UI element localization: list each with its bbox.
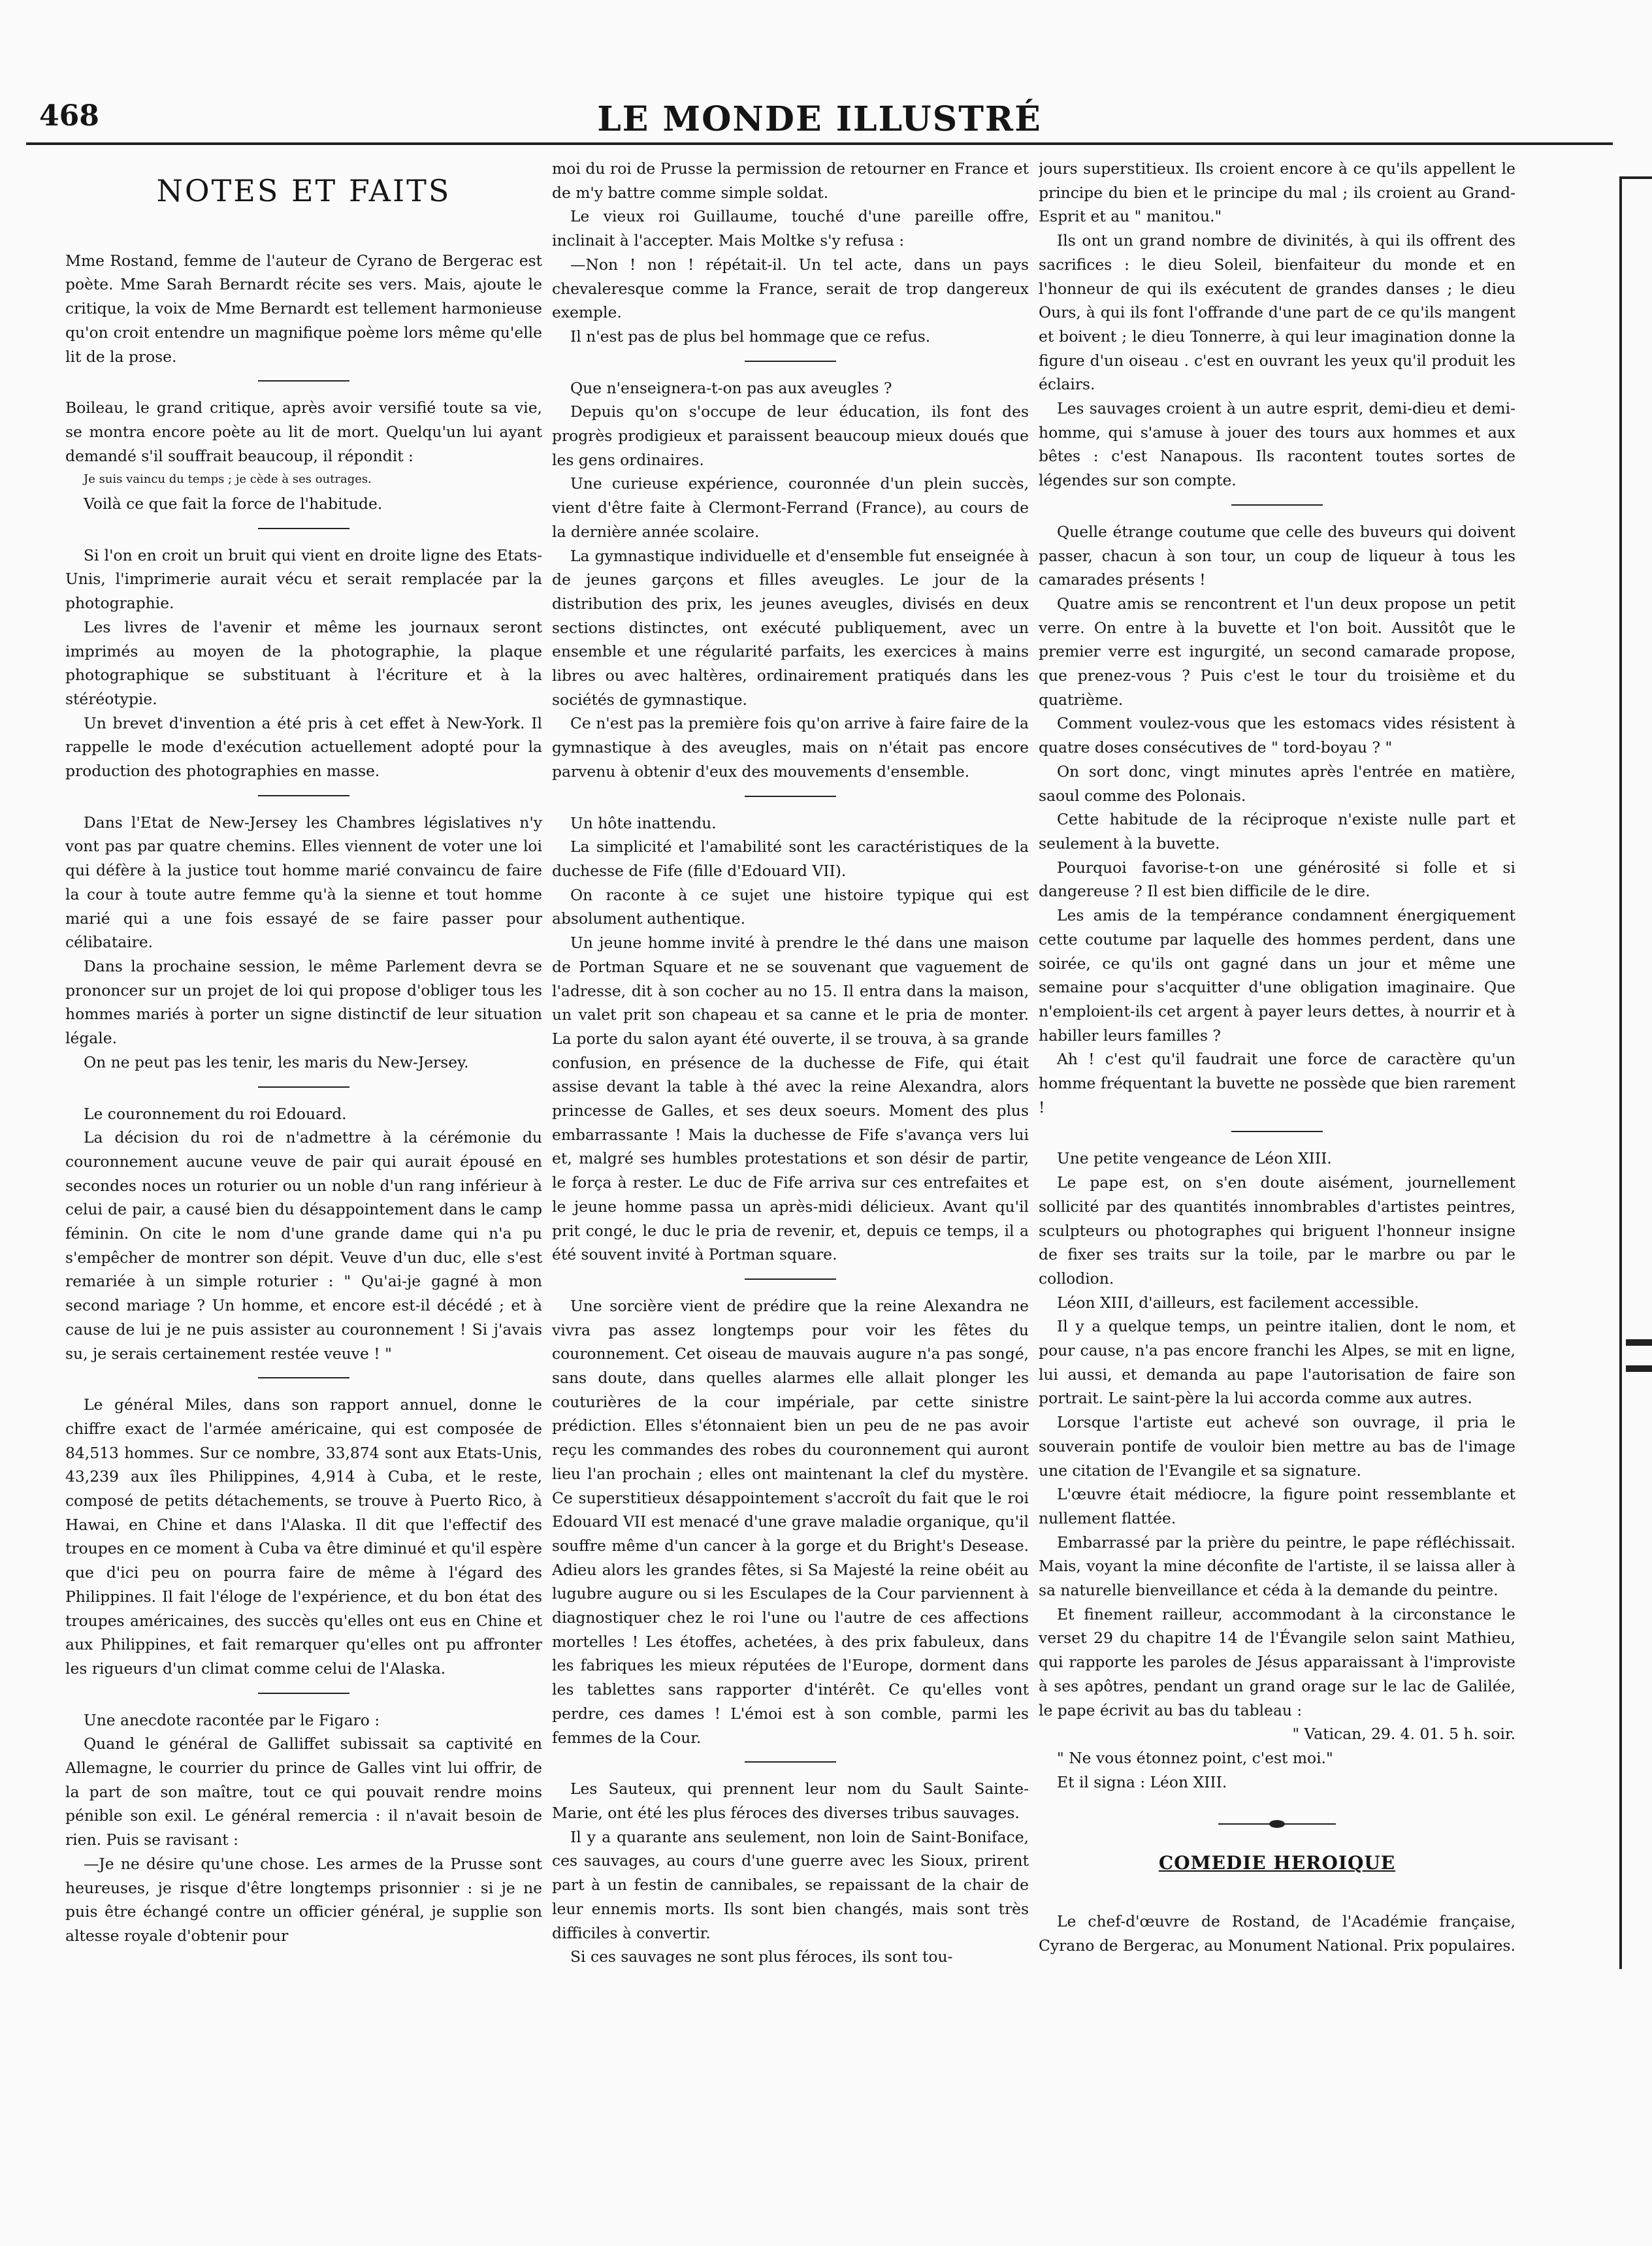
paragraph: Il y a quelque temps, un peintre italien, dont le nom, et pour cause, n'a pas encore franchi les Alpes, se mit en ligne, lui aussi, et demanda au pape l'autorisation de faire son portrait. Le saint-père la lui accorda comme aux autres. [1039, 1317, 1515, 1408]
separator-rule [745, 361, 836, 362]
separator-rule [258, 528, 349, 529]
paragraph: Dans la prochaine session, le même Parlement devra se prononcer sur un projet de loi qui propose d'obliger tous les hommes mariés à porter un signe distinctif de leur situation légale. [65, 956, 542, 1048]
paragraph: Ah ! c'est qu'il faudrait une force de caractère qu'un homme fréquentant la buvette ne possède que bien rarement ! [1039, 1050, 1515, 1116]
paragraph: Le pape est, on s'en doute aisément, journellement sollicité par des quantités innombrables d'artistes peintres, sculpteurs ou photographes qui briguent l'honneur insigne de fixer ses traits sur la toile, par le marbre ou par le collodion. [1039, 1173, 1515, 1288]
paragraph: Les Sauteux, qui prennent leur nom du Sault Sainte-Marie, ont été les plus féroces des diverses tribus sauvages. [552, 1780, 1029, 1822]
quote-line: " Vatican, 29. 4. 01. 5 h. soir. [1292, 1725, 1515, 1744]
ornament-divider [1218, 1820, 1336, 1828]
paragraph: La simplicité et l'amabilité sont les caractéristiques de la duchesse de Fife (fille d'Edouard VII). [552, 838, 1029, 880]
paragraph: Les livres de l'avenir et même les journaux seront imprimés au moyen de la photographie, la plaque photographique se substituant à l'écriture et à la stéréotypie. [65, 617, 542, 708]
adjacent-page-bar [1626, 1339, 1652, 1346]
paragraph: On raconte à ce sujet une histoire typique qui est absolument authentique. [552, 885, 1029, 928]
paragraph: Quand le général de Galliffet subissait sa captivité en Allemagne, le courrier du prince de Galles vint lui offrir, de la part de son maître, tout ce qui pouvait rendre moins pénible son exil. Le général remercia : il n'avait besoin de rien. Puis se ravisant : [65, 1734, 542, 1849]
verse-quote: Je suis vaincu du temps ; je cède à ses outrages. [84, 472, 372, 487]
quote-line: " Ne vous étonnez point, c'est moi." [1057, 1749, 1333, 1767]
paragraph: jours superstitieux. Ils croient encore à ce qu'ils appellent le principe du bien et le principe du mal ; ils croient au Grand-Esprit et au " manitou." [1039, 159, 1515, 226]
paragraph: Si ces sauvages ne sont plus féroces, ils sont tou- [570, 1947, 953, 1966]
paragraph: On ne peut pas les tenir, les maris du New-Jersey. [84, 1052, 469, 1071]
paragraph: Ce n'est pas la première fois qu'on arrive à faire faire de la gymnastique à des aveugles, mais on n'était pas encore parvenu à obtenir d'eux des mouvements d'ensemble. [552, 714, 1029, 781]
section-title: NOTES ET FAITS [156, 173, 451, 208]
paragraph: Une curieuse expérience, couronnée d'un plein succès, vient d'être faite à Clermont-Ferrand (France), au cours de la dernière année scolaire. [552, 474, 1029, 541]
separator-rule [745, 1278, 836, 1280]
column-2 [552, 157, 1029, 2207]
paragraph-heading: Que n'enseignera-t-on pas aux aveugles ? [570, 378, 892, 397]
separator-rule [258, 1086, 349, 1088]
separator-rule [1231, 1131, 1323, 1132]
separator-rule [745, 1761, 836, 1763]
paragraph: Le général Miles, dans son rapport annuel, donne le chiffre exact de l'armée américaine, qui est composée de 84,513 hommes. Sur ce nombre, 33,874 sont aux Etats-Unis, 43,239 aux îles Philippines, 4,914 à Cuba, et le reste, composé de petits détachements, se trouve à Puerto Rico, à Hawai, en Chine et dans l'Alaska. Il dit que l'effectif des troupes en ce moment à Cuba va être diminué et qu'il espère que d'ici peu on pourra faire de même à l'égard des Philippines. Il fait l'éloge de l'expérience, et du bon état des troupes américaines, des succès qu'elles ont eus en Chine et aux Philippines, et fait remarquer qu'elles ont pu affronter les rigueurs d'un climat comme celui de l'Alaska. [65, 1395, 542, 1678]
paragraph: Les sauvages croient à un autre esprit, demi-dieu et demi-homme, qui s'amuse à jouer des tours aux hommes et aux bêtes : c'est Nanapous. Ils racontent toutes sortes de légendes sur son compte. [1039, 399, 1515, 490]
paragraph: —Non ! non ! répétait-il. Un tel acte, dans un pays chevaleresque comme la France, serait de trop dangereux exemple. [552, 255, 1029, 322]
paragraph: Et finement railleur, accommodant à la circonstance le verset 29 du chapitre 14 de l'Évangile selon saint Mathieu, qui rapporte les paroles de Jésus apparaissant à l'improviste à ses apôtres, pendant un grand orage sur le lac de Galilée, le pape écrivit au bas du tableau : [1039, 1604, 1515, 1719]
separator-rule [258, 1377, 349, 1378]
paragraph: La décision du roi de n'admettre à la cérémonie du couronnement aucune veuve de pair qui aurait épousé en secondes noces un roturier ou un noble d'un rang inférieur à celui de pair, a causé bien du désappointement dans le camp féminin. On cite le nom d'une grande dame qui n'a pu s'empêcher de montrer son dépit. Veuve d'un duc, elle s'est remariée à un simple roturier : " Qu'ai-je gagné à mon second mariage ? Un homme, et encore est-il décédé ; et à cause de lui je ne puis assister au couronnement ! Si j'avais su, je serais certainement restée veuve ! " [65, 1128, 542, 1363]
separator-rule [1231, 504, 1323, 506]
page-header [26, 99, 1613, 145]
paragraph: Si l'on en croit un bruit qui vient en droite ligne des Etats-Unis, l'imprimerie aurait vécu et serait remplacée par la photographie. [65, 545, 542, 613]
adjacent-page-bar [1626, 1365, 1652, 1372]
paragraph-heading: Une anecdote racontée par le Figaro : [84, 1710, 380, 1729]
paragraph: Léon XIII, d'ailleurs, est facilement accessible. [1057, 1293, 1419, 1312]
paragraph: On sort donc, vingt minutes après l'entrée en matière, saoul comme des Polonais. [1039, 762, 1515, 805]
paragraph: —Je ne désire qu'une chose. Les armes de la Prusse sont heureuses, je risque d'être longtemps prisonnier : si je ne puis être échangé contre un officier général, je supplie son altesse royale d'obtenir pour [65, 1854, 542, 1945]
paragraph: Il n'est pas de plus bel hommage que ce refus. [570, 327, 931, 346]
paragraph: Lorsque l'artiste eut achevé son ouvrage, il pria le souverain pontife de vouloir bien mettre au bas de l'image une citation de l'Evangile et sa signature. [1039, 1413, 1515, 1480]
paragraph: Cette habitude de la réciproque n'existe nulle part et seulement à la buvette. [1039, 810, 1515, 853]
signature-line: Et il signa : Léon XIII. [1057, 1772, 1227, 1791]
paragraph: Embarrassé par la prière du peintre, le pape réfléchissait. Mais, voyant la mine déconfite de l'artiste, il se laissa aller à sa naturelle bienveillance et céda à la demande du peintre. [1039, 1533, 1515, 1600]
paragraph: Quelle étrange coutume que celle des buveurs qui doivent passer, chacun à son tour, un coup de liqueur à tous les camarades présents ! [1039, 522, 1515, 589]
paragraph: Voilà ce que fait la force de l'habitude. [84, 495, 383, 513]
paragraph: Mme Rostand, femme de l'auteur de Cyrano de Bergerac est poète. Mme Sarah Bernardt récite ses vers. Mais, ajoute le critique, la voix de Mme Bernardt est tellement harmonieuse qu'on croit entendre un magnifique poème lors même qu'elle lit de la prose. [65, 251, 542, 366]
separator-rule [745, 796, 836, 797]
paragraph-heading: Une petite vengeance de Léon XIII. [1057, 1149, 1332, 1168]
column-3 [1039, 157, 1515, 2207]
adjacent-page-edge [1619, 176, 1652, 1969]
comedie-heading: COMEDIE HEROIQUE [1158, 1852, 1396, 1874]
paragraph: L'œuvre était médiocre, la figure point ressemblante et nullement flattée. [1039, 1485, 1515, 1527]
paragraph: Dans l'Etat de New-Jersey les Chambres législatives n'y vont pas par quatre chemins. Elles viennent de voter une loi qui défère à la justice tout homme marié convaincu de faire la cour à toute autre femme qu'à la sienne et tout homme marié qui a une fois essayé de se faire passer pour célibataire. [65, 813, 542, 952]
paragraph: Le vieux roi Guillaume, touché d'une pareille offre, inclinait à l'accepter. Mais Moltke s'y refusa : [552, 207, 1029, 250]
paragraph: Un brevet d'invention a été pris à cet effet à New-York. Il rappelle le mode d'exécution actuellement adopté pour la production des photographies en masse. [65, 713, 542, 781]
paragraph: moi du roi de Prusse la permission de retourner en France et de m'y battre comme simple soldat. [552, 159, 1029, 202]
paragraph: Pourquoi favorise-t-on une générosité si folle et si dangereuse ? Il est bien difficile de le dire. [1039, 858, 1515, 901]
header-rule [26, 142, 1613, 145]
paragraph: Ils ont un grand nombre de divinités, à qui ils offrent des sacrifices : le dieu Soleil, bienfaiteur du monde et en l'honneur de qui ils exécutent de grandes danses ; le dieu Ours, à qui ils font l'offrande d'une part de ce qu'ils mangent et boivent ; le dieu Tonnerre, à qui leur imagination donne la figure d'un oiseau . c'est en ouvrant les yeux qu'il produit les éclairs. [1039, 231, 1515, 394]
paragraph: Il y a quarante ans seulement, non loin de Saint-Boniface, ces sauvages, au cours d'une guerre avec les Sioux, prirent part à un festin de cannibales, se repaissant de la chair de leur ennemis morts. Ils sont bien changés, mais sont très difficiles à convertir. [552, 1827, 1029, 1942]
page-number: 468 [39, 99, 99, 133]
paragraph-heading: Le couronnement du roi Edouard. [84, 1104, 347, 1123]
separator-rule [258, 380, 349, 382]
separator-rule [258, 795, 349, 796]
paragraph: Les amis de la tempérance condamnent énergiquement cette coutume par laquelle des hommes perdent, dans une soirée, ce qu'ils ont gagné dans un jour et même une semaine pour s'acquitter d'une obligation imaginaire. Que n'emploient-ils cet argent à payer leurs dettes, à nourrir et à habiller leurs familles ? [1039, 906, 1515, 1045]
paragraph: La gymnastique individuelle et d'ensemble fut enseignée à de jeunes garçons et filles aveugles. Le jour de la distribution des prix, les jeunes aveugles, divisés en deux sections distinctes, ont exécuté publiquement, avec un ensemble et une régularité parfaits, les exercices à mains libres ou avec haltères, ordinairement pratiqués dans les sociétés de gymnastique. [552, 546, 1029, 709]
paragraph: Le chef-d'œuvre de Rostand, de l'Académie française, Cyrano de Bergerac, au Monument National. Prix populaires. [1039, 1912, 1515, 1955]
paragraph: Quatre amis se rencontrent et l'un deux propose un petit verre. On entre à la buvette et l'on boit. Aussitôt que le premier verre est ingurgité, un second camarade propose, que prenez-vous ? Puis c'est le tour du troisième et du quatrième. [1039, 594, 1515, 709]
paragraph: Comment voulez-vous que les estomacs vides résistent à quatre doses consécutives de " tord-boyau ? " [1039, 714, 1515, 757]
paragraph: Un jeune homme invité à prendre le thé dans une maison de Portman Square et ne se souvenant que vaguement de l'adresse, dit à son cocher au no 15. Il entra dans la maison, un valet prit son chapeau et sa canne et le pria de monter. La porte du salon ayant été ouverte, il se trouva, à sa grande confusion, en présence de la duchesse de Fife, qui était assise devant la table à thé avec la reine Alexandra, alors princesse de Galles, et ses deux soeurs. Moment des plus embarrassante ! Mais la duchesse de Fife s'avança vers lui et, malgré ses humbles protestations et son désir de partir, le força à rester. Le duc de Fife arriva sur ces entrefaites et le jeune homme passa un après-midi délicieux. Avant qu'il prit congé, le duc le pria de revenir, et, depuis ce temps, il a été souvent invité à Portman square. [552, 934, 1029, 1264]
column-1 [65, 157, 542, 2207]
paragraph: Depuis qu'on s'occupe de leur éducation, ils font des progrès prodigieux et paraissent beaucoup mieux doués que les gens ordinaires. [552, 402, 1029, 469]
paragraph-heading: Un hôte inattendu. [570, 813, 717, 832]
paragraph: Boileau, le grand critique, après avoir versifié toute sa vie, se montra encore poète au lit de mort. Quelqu'un lui ayant demandé s'il souffrait beaucoup, il répondit : [65, 399, 542, 465]
paragraph: Une sorcière vient de prédire que la reine Alexandra ne vivra pas assez longtemps pour voir les fêtes du couronnement. Cet oiseau de mauvais augure n'a pas songé, sans doute, dans quelles alarmes elle allait plonger les couturières de la cour impériale, par cette sinistre prédiction. Elles s'étonnaient bien un peu de ne pas avoir reçu les commandes des robes du couronnement qui auront lieu l'an prochain ; elles ont maintenant la clef du mystère. Ce superstitieux désappointement s'accroît du fait que le roi Edouard VII est menacé d'une grave maladie organique, qu'il souffre même d'un cancer à la gorge et du Bright's Desease. Adieu alors les grandes fêtes, si Sa Majesté la reine obéit au lugubre augure ou si les Esculapes de la Cour parviennent à diagnostiquer chez le roi l'une ou l'autre de ces affections mortelles ! Les étoffes, achetées, à des prix fabuleux, dans les fabriques les mieux réputées de l'Europe, dorment dans les tablettes sans rapporter d'intérêt. Ce qu'elles vont perdre, ces dames ! L'émoi est à son comble, parmi les femmes de la Cour. [552, 1296, 1029, 1747]
masthead: LE MONDE ILLUSTRÉ [597, 99, 1042, 139]
separator-rule [258, 1693, 349, 1694]
